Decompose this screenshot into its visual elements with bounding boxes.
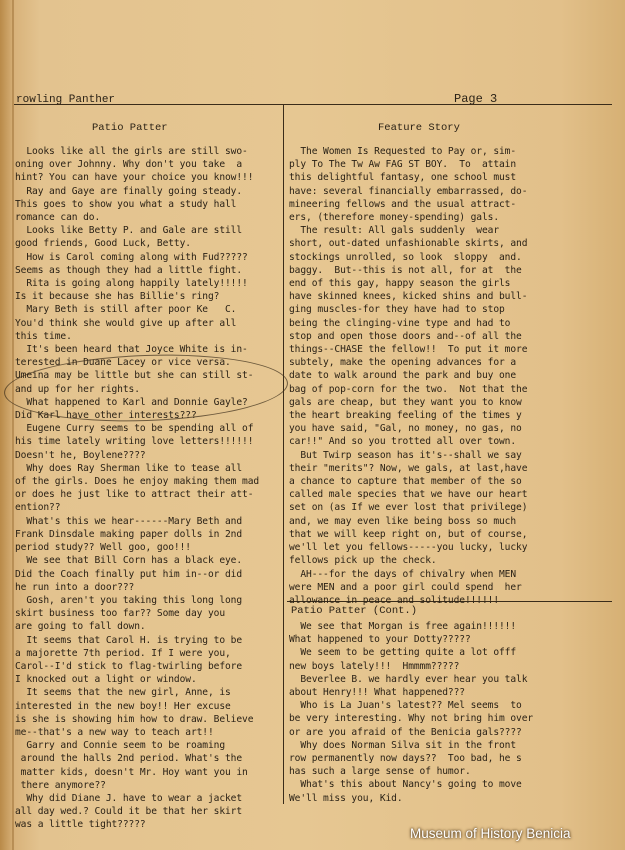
text-line: allowance in peace and solitude!!!!!!: [289, 594, 500, 606]
text-line: this time.: [15, 330, 72, 342]
text-line: of the girls. Does he enjoy making them mad: [15, 476, 260, 488]
text-line: set on (as If we ever lost that privilege): [289, 502, 528, 514]
text-line: the heart breaking feeling of the times y: [289, 410, 522, 422]
feature-story-heading: Feature Story: [378, 122, 460, 134]
text-line: bag of pop-corn for the two. Not that the: [289, 383, 528, 395]
text-line: We'll miss you, Kid.: [289, 792, 403, 804]
text-line: It seems that the new girl, Anne, is: [15, 687, 231, 699]
text-line: We see that Bill Corn has a black eye.: [15, 555, 243, 567]
text-line: we'll let you fellows-----you lucky, lucky: [289, 542, 528, 554]
feature-story-text: [289, 145, 613, 607]
text-line: Doesn't he, Boylene????: [15, 449, 146, 461]
text-line: have skinned knees, kicked shins and bull-: [289, 291, 528, 303]
text-line: Why does Ray Sherman like to tease all: [15, 462, 243, 474]
text-line: all day wed.? Could it be that her skirt: [15, 806, 243, 818]
text-line: Frank Dinsdale making paper dolls in 2nd: [15, 528, 243, 540]
text-line: period study?? Well goo, goo!!!: [15, 542, 191, 554]
text-line: mineering fellows and the usual attract-: [289, 198, 517, 210]
text-line: Who is La Juan's latest?? Mel seems to: [289, 700, 522, 712]
text-line: The Women Is Requested to Pay or, sim-: [289, 146, 517, 157]
text-line: me--that's a new way to teach art!!: [15, 726, 214, 738]
text-line: a majorette 7th period. If I were you,: [15, 647, 231, 659]
text-line: It seems that Carol H. is trying to be: [15, 634, 243, 646]
patio-patter-cont-heading: Patio Patter (Cont.): [291, 605, 418, 617]
text-line: ention??: [15, 502, 61, 514]
text-line: The result: All gals suddenly wear: [289, 225, 500, 237]
page-number: Page 3: [454, 92, 498, 106]
text-line: be very interesting. Why not bring him over: [289, 713, 534, 725]
text-line: row permanently now days?? Too bad, he s: [289, 753, 522, 765]
text-line: Rita is going along happily lately!!!!!: [15, 278, 248, 290]
text-line: around the halls 2nd period. What's the: [15, 753, 243, 765]
text-line: What's this we hear------Mary Beth and: [15, 515, 243, 527]
patio-patter-text: [15, 145, 281, 832]
text-line: Eugene Curry seems to be spending all of: [15, 423, 254, 435]
newspaper-name: rowling Panther: [16, 94, 116, 106]
text-line: ers, (therefore money-spending) gals.: [289, 212, 500, 224]
text-line: romance can do.: [15, 212, 101, 224]
column-divider: [283, 104, 284, 804]
text-line: good friends, Good Luck, Betty.: [15, 238, 191, 250]
text-line: How is Carol coming along with Fud?????: [15, 251, 248, 263]
patio-patter-heading: Patio Patter: [92, 122, 168, 134]
text-line: ply To The Tw Aw FAG ST BOY. To attain: [289, 159, 517, 171]
text-line: Did the Coach finally put him in--or did: [15, 568, 243, 580]
text-line: I knocked out a light or window.: [15, 674, 197, 686]
text-line: his time lately writing love letters!!!!!!: [15, 436, 254, 448]
text-line: oning over Johnny. Why don't you take a: [15, 159, 243, 171]
text-line: and, we may even like being boss so much: [289, 515, 517, 527]
text-line: things--CHASE the fellow!! To put it more: [289, 344, 528, 356]
text-line: has such a large sense of humor.: [289, 766, 471, 778]
text-line: It's been heard that Joyce White is in-: [15, 344, 248, 356]
text-line: a chance to capture that member of the so: [289, 476, 522, 488]
text-line: their "merits"? Now, we gals, at last,have: [289, 462, 528, 474]
text-line: What happened to your Dotty?????: [289, 634, 471, 646]
text-line: called male species that we have our heart: [289, 489, 528, 501]
text-line: Is it because she has Billie's ring?: [15, 291, 220, 303]
text-line: have: several financially embarrassed, do-: [289, 185, 528, 197]
text-line: interested in the new boy!! Her excuse: [15, 700, 231, 712]
text-line: stockings unrolled, so look sloppy and.: [289, 251, 522, 263]
text-line: stop and open those doors and--of all the: [289, 330, 522, 342]
text-line: Gosh, aren't you taking this long long: [15, 594, 243, 606]
text-line: Why does Norman Silva sit in the front: [289, 739, 517, 751]
text-line: or are you afraid of the Benicia gals????: [289, 726, 522, 738]
text-line: What happened to Karl and Donnie Gayle?: [15, 396, 248, 408]
text-line: But Twirp season has it's--shall we say: [289, 449, 522, 461]
text-line: short, out-dated unfashionable skirts, and: [289, 238, 528, 250]
text-line: car!!" And so you trotted all over town.: [289, 436, 517, 448]
text-line: Carol--I'd stick to flag-twirling before: [15, 660, 243, 672]
museum-watermark: Museum of History Benicia: [410, 826, 571, 841]
text-line: ging muscles-for they have had to stop: [289, 304, 505, 316]
text-line: and up for her rights.: [15, 383, 140, 395]
text-line: Umeina may be little but she can still st-: [15, 370, 254, 382]
text-line: Beverlee B. we hardly ever hear you talk: [289, 673, 528, 685]
text-line: new boys lately!!! Hmmmm?????: [289, 660, 460, 672]
text-line: Ray and Gaye are finally going steady.: [15, 185, 243, 197]
text-line: terested in Duane Lacey or vice versa.: [15, 357, 231, 369]
text-line: Mary Beth is still after poor Ke C.: [15, 304, 237, 316]
text-line: Seems as though they had a little fight.: [15, 264, 243, 276]
text-line: skirt business too far?? Some day you: [15, 608, 226, 620]
text-line: We see that Morgan is free again!!!!!!: [289, 621, 517, 632]
text-line: gals are cheap, but they want you to know: [289, 396, 522, 408]
text-line: This goes to show you what a study hall: [15, 198, 237, 210]
page-fold-crease: [12, 0, 14, 850]
text-line: he run into a door???: [15, 581, 135, 593]
patio-patter-cont-text: [289, 620, 613, 805]
text-line: end of this gay, happy season the girls: [289, 278, 511, 290]
text-line: there anymore??: [15, 779, 106, 791]
text-line: were MEN and a poor girl could spend her: [289, 581, 522, 593]
text-line: Garry and Connie seem to be roaming: [15, 740, 226, 752]
text-line: What's this about Nancy's going to move: [289, 779, 522, 791]
text-line: you have said, "Gal, no money, no gas, no: [289, 423, 522, 435]
text-line: AH---for the days of chivalry when MEN: [289, 568, 517, 580]
text-line: hint? You can have your choice you know!!!: [15, 172, 254, 184]
text-line: fellows pick up the check.: [289, 555, 437, 567]
text-line: Looks like Betty P. and Gale are still: [15, 225, 243, 237]
text-line: Did Karl have other interests???: [15, 410, 197, 422]
text-line: this delightful fantasy, one school must: [289, 172, 517, 184]
text-line: was a little tight?????: [15, 819, 146, 831]
text-line: subtely, make the opening advances for a: [289, 357, 517, 369]
text-line: that we will keep right on, but of course,: [289, 528, 528, 540]
header-rule: [14, 104, 612, 105]
text-line: You'd think she would give up after all: [15, 317, 237, 329]
text-line: Why did Diane J. have to wear a jacket: [15, 792, 243, 804]
text-line: baggy. But--this is not all, for at the: [289, 264, 522, 276]
text-line: about Henry!!! What happened???: [289, 687, 465, 699]
text-line: date to walk around the park and buy one: [289, 370, 517, 382]
text-line: Looks like all the girls are still swo-: [15, 146, 248, 157]
text-line: matter kids, doesn't Mr. Hoy want you in: [15, 766, 248, 778]
text-line: is she is showing him how to draw. Believe: [15, 713, 254, 725]
text-line: We seem to be getting quite a lot offf: [289, 647, 517, 659]
text-line: are going to fall down.: [15, 621, 146, 633]
text-line: being the clinging-vine type and had to: [289, 317, 511, 329]
text-line: or does he just like to attract their att-: [15, 489, 254, 501]
